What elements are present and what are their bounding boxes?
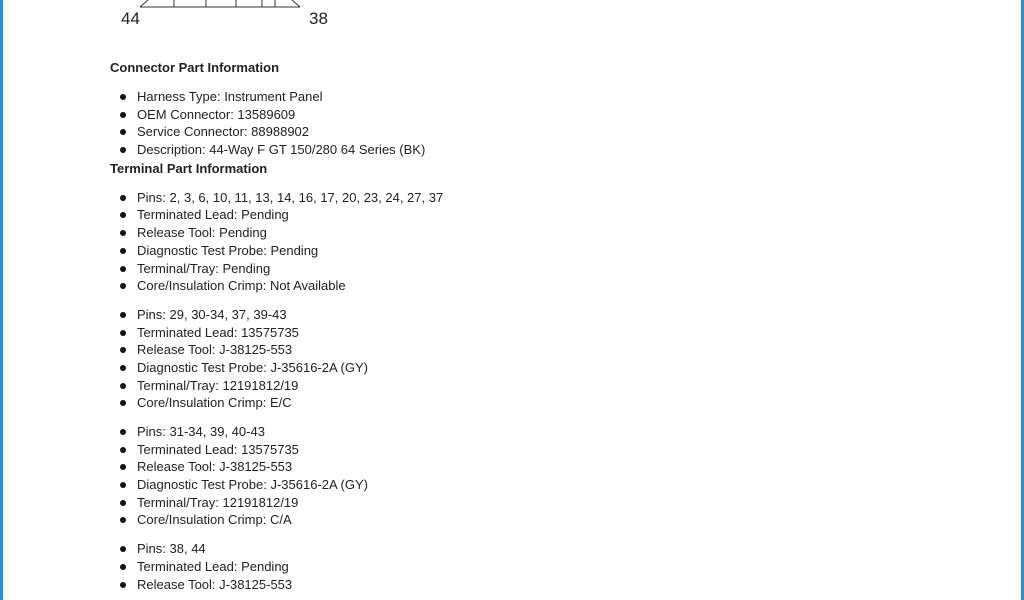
list-item: Pins: 31-34, 39, 40-43 — [110, 423, 810, 441]
list-item: OEM Connector: 13589609 — [110, 106, 810, 124]
list-item: Release Tool: J-38125-553 — [110, 458, 810, 476]
list-item: Harness Type: Instrument Panel — [110, 88, 810, 106]
connector-heading: Connector Part Information — [110, 60, 280, 75]
list-item: Service Connector: 88988902 — [110, 123, 810, 141]
list-item: Release Tool: J-38125-553 — [110, 576, 810, 594]
list-item: Terminal/Tray: Pending — [110, 260, 810, 278]
terminal-group — [110, 540, 810, 593]
list-item: Diagnostic Test Probe: J-35616-2A (GY) — [110, 476, 810, 494]
list-item: Pins: 29, 30-34, 37, 39-43 — [110, 306, 810, 324]
terminal-heading: Terminal Part Information — [110, 160, 268, 176]
list-item: Terminated Lead: 13575735 — [110, 324, 810, 342]
list-item: Diagnostic Test Probe: Pending — [110, 242, 810, 260]
list-item: Terminal/Tray: 12191812/19 — [110, 494, 810, 512]
list-item: Release Tool: J-38125-553 — [110, 341, 810, 359]
connector-outline — [110, 0, 370, 10]
pin-label-right: 38 — [309, 9, 328, 28]
list-item: Terminated Lead: Pending — [110, 206, 810, 224]
terminal-group — [110, 189, 810, 295]
list-item: Release Tool: Pending — [110, 224, 810, 242]
list-item: Diagnostic Test Probe: J-35616-2A (GY) — [110, 359, 810, 377]
list-item: Pins: 38, 44 — [110, 540, 810, 558]
terminal-group — [110, 306, 810, 412]
list-item: Core/Insulation Crimp: E/C — [110, 394, 810, 412]
list-item: Pins: 2, 3, 6, 10, 11, 13, 14, 16, 17, 20, 23, 24, 27, 37 — [110, 189, 810, 207]
document-content — [110, 60, 810, 593]
list-item: Core/Insulation Crimp: C/A — [110, 511, 810, 529]
terminal-group — [110, 423, 810, 529]
list-item: Core/Insulation Crimp: Not Available — [110, 277, 810, 295]
pin-label-left: 44 — [121, 9, 140, 28]
connector-diagram — [110, 0, 370, 40]
list-item: Terminated Lead: Pending — [110, 558, 810, 576]
list-item: Terminal/Tray: 12191812/19 — [110, 377, 810, 395]
list-item: Description: 44-Way F GT 150/280 64 Series (BK) — [110, 141, 810, 159]
list-item: Terminated Lead: 13575735 — [110, 441, 810, 459]
connector-list — [110, 88, 810, 159]
